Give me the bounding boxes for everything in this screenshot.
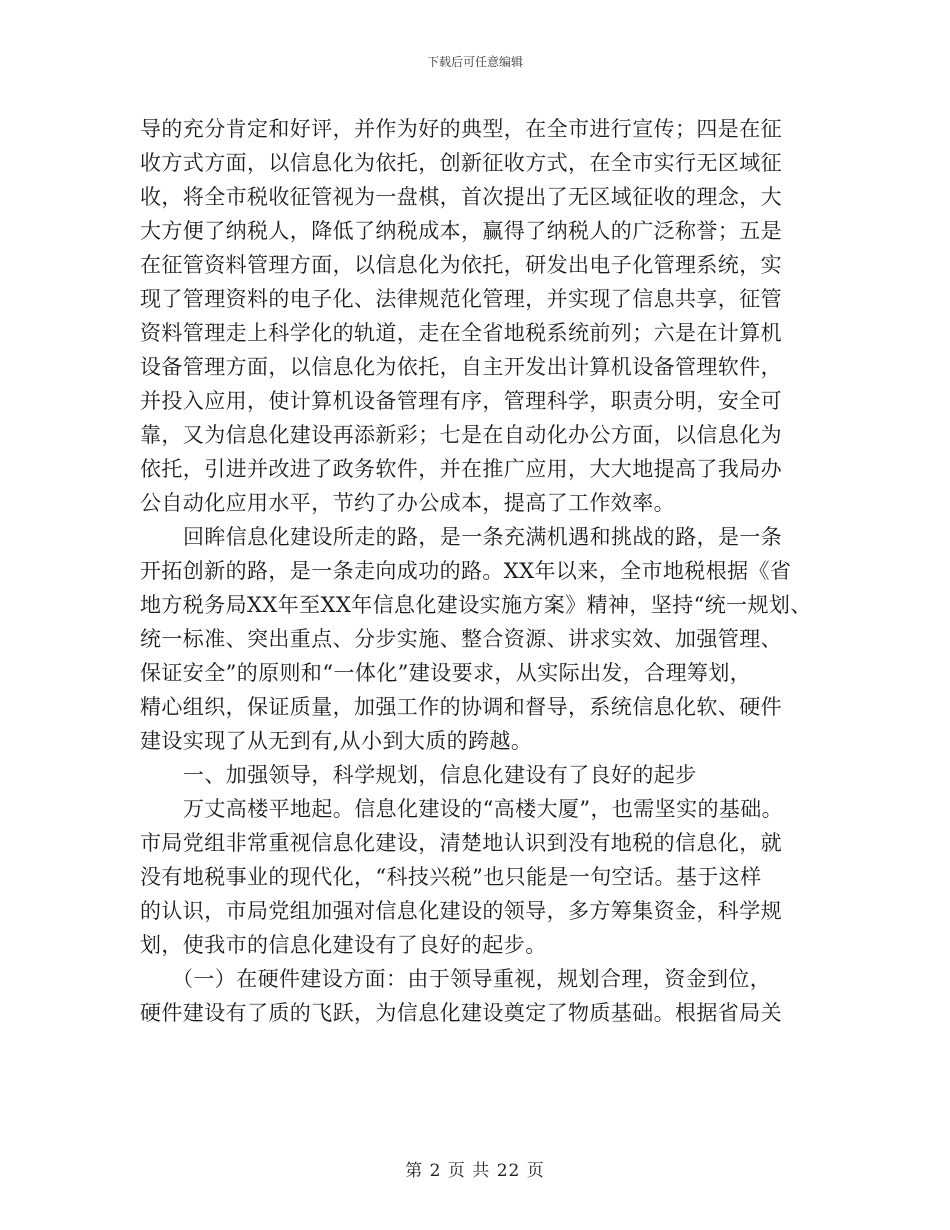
text-line: 保证安全”的原则和“一体化”建设要求，从实际出发，合理筹划，: [140, 661, 752, 685]
text-line: 回眸信息化建设所走的路，是一条充满机遇和挑战的路，是一条: [183, 525, 783, 549]
text-line: 设备管理方面，以信息化为依托，自主开发出计算机设备管理软件，: [140, 355, 782, 379]
section-heading: 一、加强领导，科学规划，信息化建设有了良好的起步: [183, 763, 697, 787]
page-footer: 第 2 页 共 22 页: [405, 1161, 545, 1181]
text-line: （一）在硬件建设方面：由于领导重视，规划合理，资金到位，: [172, 967, 772, 991]
text-line: 的认识，市局党组加强对信息化建设的领导，多方筹集资金，科学规: [140, 899, 782, 923]
text-line: 现了管理资料的电子化、法律规范化管理，并实现了信息共享，征管: [140, 287, 782, 311]
page-header: 下载后可任意编辑: [426, 55, 523, 69]
text-line: 统一标准、突出重点、分步实施、整合资源、讲求实效、加强管理、: [140, 627, 782, 651]
text-line: 万丈高楼平地起。信息化建设的“高楼大厦”，也需坚实的基础。: [183, 797, 784, 821]
text-line: 资料管理走上科学化的轨道，走在全省地税系统前列；六是在计算机: [140, 321, 782, 345]
text-line: 在征管资料管理方面，以信息化为依托，研发出电子化管理系统，实: [140, 253, 782, 277]
text-line: 收，将全市税收征管视为一盘棋，首次提出了无区域征收的理念，大: [140, 185, 782, 209]
text-line: 精心组织，保证质量，加强工作的协调和督导，系统信息化软、硬件: [140, 695, 782, 719]
text-line: 并投入应用，使计算机设备管理有序，管理科学，职责分明，安全可: [140, 389, 782, 413]
text-line: 开拓创新的路，是一条走向成功的路。XX年以来，全市地税根据《省: [140, 559, 792, 583]
text-line: 公自动化应用水平，节约了办公成本，提高了工作效率。: [140, 491, 675, 515]
text-line: 地方税务局XX年至XX年信息化建设实施方案》精神，坚持“统一规划、: [140, 593, 812, 617]
text-line: 没有地税事业的现代化，“科技兴税”也只能是一句空话。基于这样: [140, 865, 762, 889]
text-line: 建设实现了从无到有,从小到大质的跨越。: [140, 729, 533, 753]
text-line: 靠，又为信息化建设再添新彩；七是在自动化办公方面，以信息化为: [140, 423, 782, 447]
text-line: 导的充分肯定和好评，并作为好的典型，在全市进行宣传；四是在征: [140, 117, 782, 141]
text-line: 硬件建设有了质的飞跃，为信息化建设奠定了物质基础。根据省局关: [140, 1001, 782, 1025]
text-line: 划，使我市的信息化建设有了良好的起步。: [140, 933, 547, 957]
text-line: 收方式方面，以信息化为依托，创新征收方式，在全市实行无区域征: [140, 151, 782, 175]
text-line: 依托，引进并改进了政务软件，并在推广应用，大大地提高了我局办: [140, 457, 782, 481]
text-line: 市局党组非常重视信息化建设，清楚地认识到没有地税的信息化，就: [140, 831, 782, 855]
text-line: 大方便了纳税人，降低了纳税成本，赢得了纳税人的广泛称誉；五是: [140, 219, 782, 243]
